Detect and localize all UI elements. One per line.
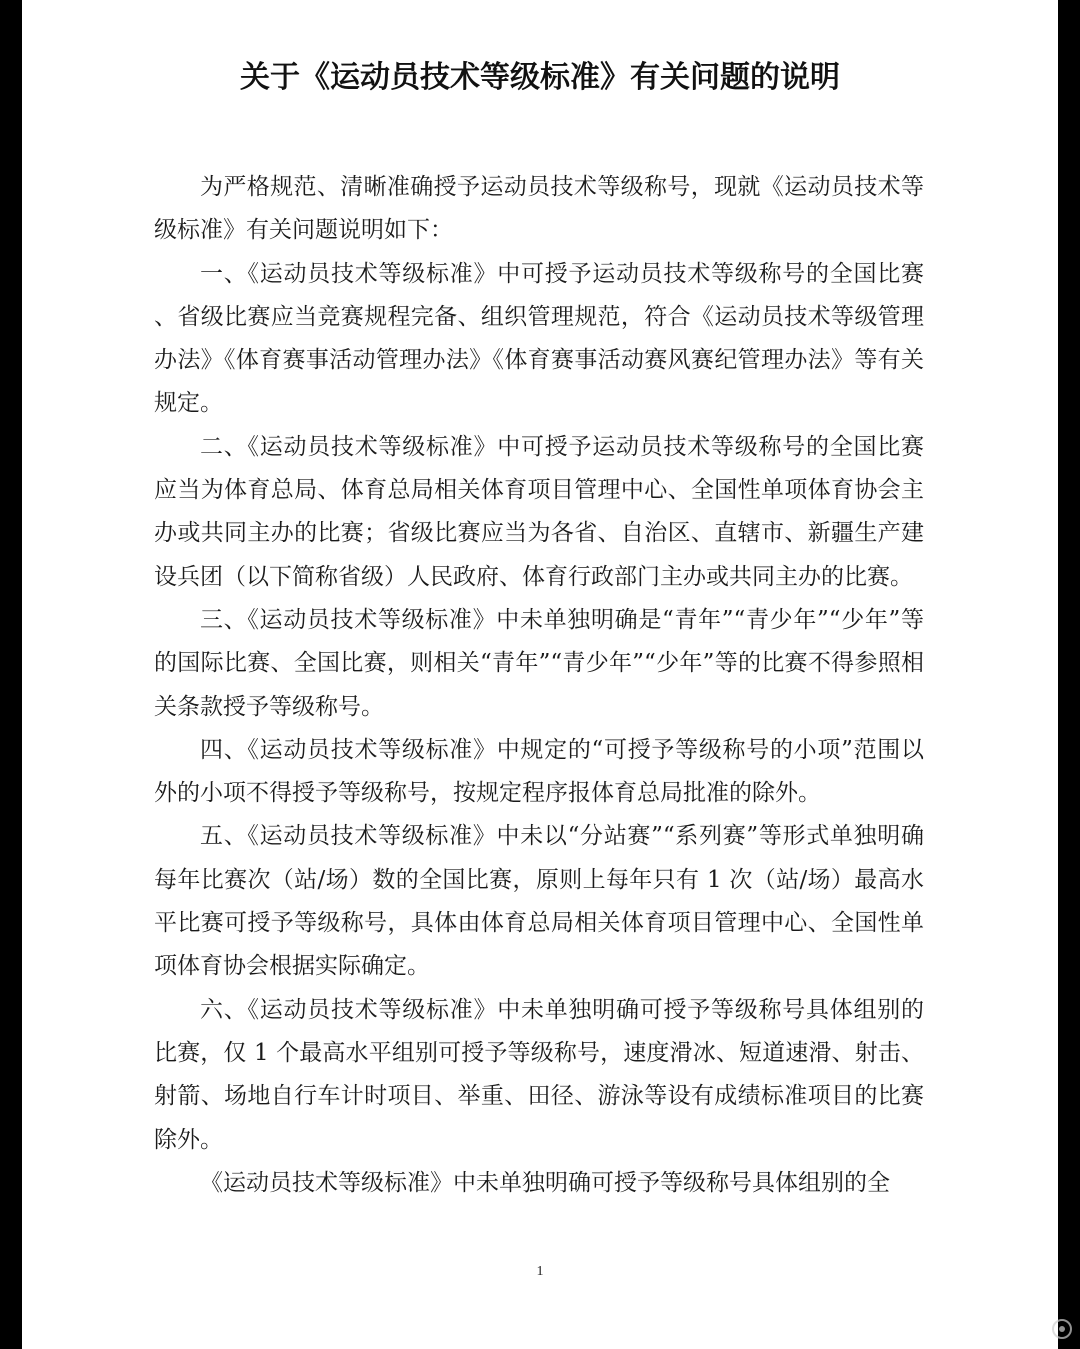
watermark-icon (1052, 1319, 1072, 1339)
document-body (154, 166, 924, 1205)
paragraph-continuation: 《运动员技术等级标准》中未单独明确可授予等级称号具体组别的全 (200, 1169, 890, 1196)
paragraph-item-1: 一、《运动员技术等级标准》中可授予运动员技术等级称号的全国比赛、省级比赛应当竞赛规程完备、组织管理规范，符合《运动员技术等级管理办法》《体育赛事活动管理办法》《体育赛事活动赛风赛纪管理办法》等有关规定。 (154, 260, 924, 417)
paragraph-item-4: 四、《运动员技术等级标准》中规定的“可授予等级称号的小项”范围以外的小项不得授予等级称号，按规定程序报体育总局批准的除外。 (154, 736, 924, 807)
paragraph-item-3: 三、《运动员技术等级标准》中未单独明确是“青年”“青少年”“少年”等的国际比赛、全国比赛，则相关“青年”“青少年”“少年”等的比赛不得参照相关条款授予等级称号。 (154, 606, 924, 720)
paragraph-item-6: 六、《运动员技术等级标准》中未单独明确可授予等级称号具体组别的比赛，仅 1 个最高水平组别可授予等级称号，速度滑冰、短道速滑、射击、射箭、场地自行车计时项目、举重、田径、游泳等设有成绩标准项目的比赛除外。 (154, 996, 924, 1153)
paragraph-item-2: 二、《运动员技术等级标准》中可授予运动员技术等级称号的全国比赛应当为体育总局、体育总局相关体育项目管理中心、全国性单项体育协会主办或共同主办的比赛；省级比赛应当为各省、自治区、直辖市、新疆生产建设兵团（以下简称省级）人民政府、体育行政部门主办或共同主办的比赛。 (154, 433, 924, 590)
page-number: 1 (536, 1264, 544, 1279)
paragraph-item-5: 五、《运动员技术等级标准》中未以“分站赛”“系列赛”等形式单独明确每年比赛次（站/场）数的全国比赛，原则上每年只有 1 次（站/场）最高水平比赛可授予等级称号，具体由体育总局相关体育项目管理中心、全国性单项体育协会根据实际确定。 (154, 823, 924, 980)
document-page (22, 0, 1058, 1349)
paragraph-intro: 为严格规范、清晰准确授予运动员技术等级称号，现就《运动员技术等级标准》有关问题说明如下： (154, 174, 924, 244)
document-title: 关于《运动员技术等级标准》有关问题的说明 (240, 60, 840, 95)
